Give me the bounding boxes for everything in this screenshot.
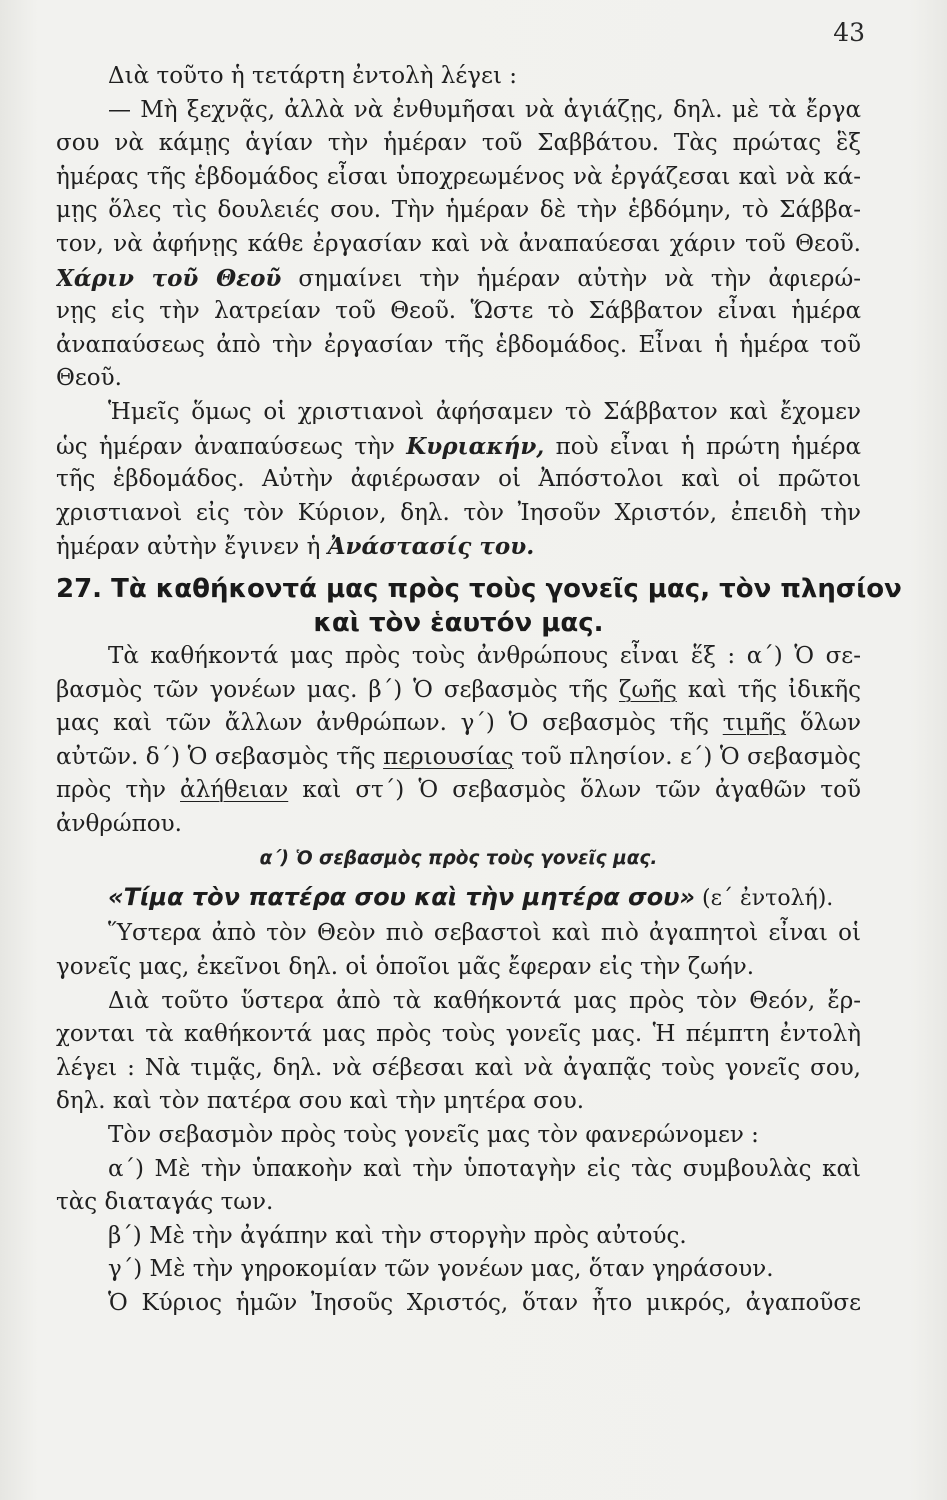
text-fragment: καὶ τῆς ἰδικῆς — [676, 676, 861, 703]
text-line: Θεοῦ. — [56, 365, 122, 392]
quote-text: «Τίμα τὸν πατέρα σου καὶ τὴν μητέρα σου» — [108, 883, 696, 912]
underlined-text: τιμῆς — [722, 710, 787, 737]
text-fragment: ἡμέραν αὐτὴν ἔγινεν ἡ — [56, 534, 328, 561]
section-title: 27. Τὰ καθήκοντά μας πρὸς τοὺς γονεῖς μας, τὸν πλησίον — [56, 573, 902, 604]
text-fragment: βασμὸς τῶν γονέων μας. β΄) Ὁ σεβασμὸς τῆς — [56, 676, 619, 703]
text-line — [56, 707, 861, 741]
text-line: Ἡμεῖς ὅμως οἱ χριστιανοὶ ἀφήσαμεν τὸ Σάββατον καὶ ἔχομεν — [108, 398, 861, 425]
underlined-text: περιουσίας — [383, 743, 514, 770]
text-line: μῃς ὅλες τὶς δουλειές σου. Τὴν ἡμέραν δὲ τὴν ἑβδόμην, τὸ Σάββα- — [56, 197, 861, 224]
text-line: — Μὴ ξεχνᾷς, ἀλλὰ νὰ ἐνθυμῆσαι νὰ ἁγιάζῃς, δηλ. μὲ τὰ ἔργα — [108, 96, 861, 123]
underlined-text: ἀλήθειαν — [180, 777, 289, 804]
text-line: Διὰ τοῦτο ἡ τετάρτη ἐντολὴ λέγει : — [108, 63, 518, 89]
body-text — [56, 60, 902, 1321]
text-fragment: αὐτῶν. δ΄) Ὁ σεβασμὸς τῆς — [56, 743, 384, 770]
text-line — [56, 530, 861, 564]
underlined-text: ζωῆς — [619, 676, 677, 703]
text-line: νῃς εἰς τὴν λατρείαν τοῦ Θεοῦ. Ὥστε τὸ Σάββατον εἶναι ἡμέρα — [56, 298, 861, 325]
subsection-heading: α΄) Ὁ σεβασμὸς πρὸς τοὺς γονεῖς μας. — [259, 848, 658, 870]
text-line: χριστιανοὶ εἰς τὸν Κύριον, δηλ. τὸν Ἰησοῦν Χριστόν, ἐπειδὴ τὴν — [56, 499, 861, 526]
text-line: λέγει : Νὰ τιμᾷς, δηλ. νὰ σέβεσαι καὶ νὰ ἀγαπᾷς τοὺς γονεῖς σου, — [56, 1054, 861, 1081]
text-line — [56, 262, 861, 296]
text-line: δηλ. καὶ τὸν πατέρα σου καὶ τὴν μητέρα σου. — [56, 1088, 585, 1115]
page-number: 43 — [833, 18, 865, 47]
text-line: τῆς ἑβδομάδος. Αὐτὴν ἀφιέρωσαν οἱ Ἀπόστολοι καὶ οἱ πρῶτοι — [56, 466, 861, 493]
text-fragment: τοῦ πλησίον. ε΄) Ὁ σεβασμὸς — [513, 743, 861, 770]
text-fragment: σημαίνει τὴν ἡμέραν αὐτὴν νὰ τὴν ἀφιερώ- — [281, 265, 861, 292]
text-line: τὰς διαταγάς των. — [56, 1189, 274, 1216]
text-line: ἀναπαύσεως ἀπὸ τὴν ἐργασίαν τῆς ἑβδομάδος. Εἶναι ἡ ἡμέρα τοῦ — [56, 331, 861, 358]
text-line: γονεῖς μας, ἐκεῖνοι δηλ. οἱ ὁποῖοι μᾶς ἔφεραν εἰς τὴν ζωήν. — [56, 954, 755, 981]
text-line: τον, νὰ ἀφήνῃς κάθε ἐργασίαν καὶ νὰ ἀναπαύεσαι χάριν τοῦ Θεοῦ. — [56, 230, 861, 257]
text-line — [56, 741, 861, 775]
text-fragment: ὡς ἡμέραν ἀναπαύσεως τὴν — [56, 433, 407, 460]
section-title-continued: καὶ τὸν ἑαυτόν μας. — [313, 607, 604, 638]
text-line — [56, 774, 861, 808]
text-line: ἀνθρώπου. — [56, 810, 182, 837]
quote-reference: (ε΄ ἐντολή). — [695, 886, 834, 912]
emphasis-text: Κυριακήν, — [406, 432, 545, 460]
text-line — [56, 674, 861, 708]
text-fragment: μας καὶ τῶν ἄλλων ἀνθρώπων. γ΄) Ὁ σεβασμὸς τῆς — [56, 710, 723, 737]
list-item: β΄) Μὲ τὴν ἀγάπην καὶ τὴν στοργὴν πρὸς αὐτούς. — [108, 1222, 687, 1249]
text-line: χονται τὰ καθήκοντά μας πρὸς τοὺς γονεῖς μας. Ἡ πέμπτη ἐντολὴ — [56, 1021, 861, 1048]
list-item: γ΄) Μὲ τὴν γηροκομίαν τῶν γονέων μας, ὅταν γηράσουν. — [108, 1256, 774, 1283]
list-item: α΄) Μὲ τὴν ὑπακοὴν καὶ τὴν ὑποταγὴν εἰς τὰς συμβουλὰς καὶ — [108, 1155, 861, 1182]
text-line: ἡμέρας τῆς ἑβδομάδος εἶσαι ὑποχρεωμένος νὰ ἐργάζεσαι καὶ νὰ κά- — [56, 163, 861, 190]
text-fragment: ποὺ εἶναι ἡ πρώτη ἡμέρα — [544, 433, 861, 460]
emphasis-text: Ἀνάστασίς του. — [327, 533, 535, 561]
emphasis-text: Χάριν τοῦ Θεοῦ — [56, 264, 282, 292]
text-line — [56, 430, 861, 464]
text-line: Τὸν σεβασμὸν πρὸς τοὺς γονεῖς μας τὸν φανερώνομεν : — [108, 1122, 759, 1149]
text-line: Ὕστερα ἀπὸ τὸν Θεὸν πιὸ σεβαστοὶ καὶ πιὸ ἀγαπητοὶ εἶναι οἱ — [108, 920, 861, 947]
commandment-quote — [56, 877, 861, 917]
text-fragment: καὶ στ΄) Ὁ σεβασμὸς ὅλων τῶν ἀγαθῶν τοῦ — [288, 777, 861, 804]
text-line: Τὰ καθήκοντά μας πρὸς τοὺς ἀνθρώπους εἶναι ἕξ : α΄) Ὁ σε- — [108, 642, 861, 669]
text-line: Ὁ Κύριος ἡμῶν Ἰησοῦς Χριστός, ὅταν ἦτο μικρός, ἀγαποῦσε — [108, 1290, 861, 1316]
text-line: Διὰ τοῦτο ὕστερα ἀπὸ τὰ καθήκοντά μας πρὸς τὸν Θεόν, ἔρ- — [108, 987, 861, 1014]
text-fragment: ὅλων — [786, 710, 861, 737]
text-fragment: πρὸς τὴν — [56, 777, 181, 804]
text-line: σου νὰ κάμῃς ἁγίαν τὴν ἡμέραν τοῦ Σαββάτου. Τὰς πρώτας ἓξ — [56, 130, 861, 157]
